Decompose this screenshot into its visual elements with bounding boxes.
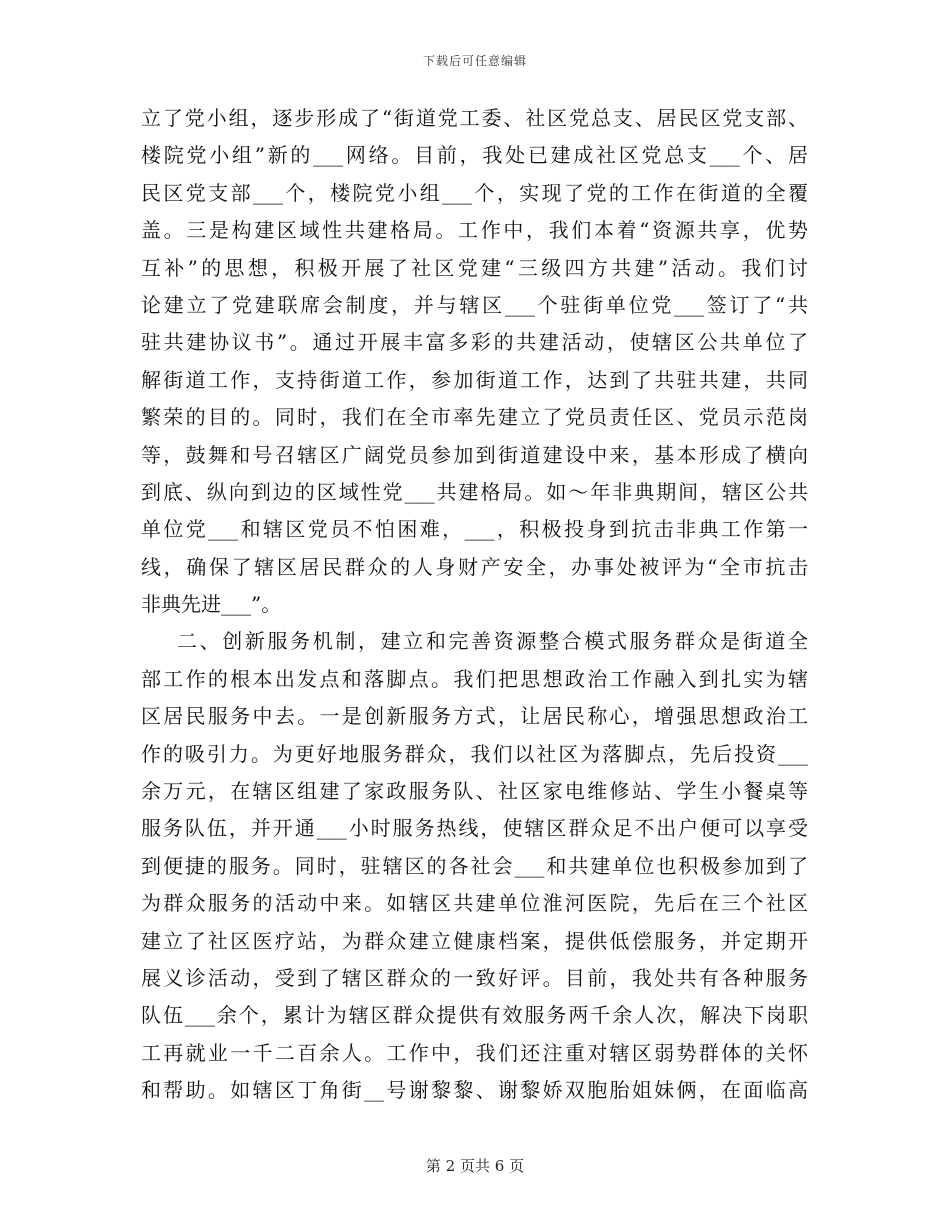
text-line: 区居民服务中去。一是创新服务方式，让居民称心，增强思想政治工 xyxy=(141,704,808,729)
page-header: 下载后可任意编辑 xyxy=(422,54,527,68)
text-line: 作的吸引力。为更好地服务群众，我们以社区为落脚点，先后投资___ xyxy=(141,741,808,766)
text-line: 和帮助。如辖区丁角街__号谢黎黎、谢黎娇双胞胎姐妹俩，在面临高 xyxy=(141,1078,808,1103)
text-line: 到便捷的服务。同时，驻辖区的各社会___和共建单位也积极参加到了 xyxy=(141,853,808,878)
text-line: 部工作的根本出发点和落脚点。我们把思想政治工作融入到扎实为辖 xyxy=(141,666,808,691)
text-line: 民区党支部___个，楼院党小组___个，实现了党的工作在街道的全覆 xyxy=(141,180,808,205)
text-line: 服务队伍，并开通___小时服务热线，使辖区群众足不出户便可以享受 xyxy=(141,816,808,841)
text-line: 立了党小组，逐步形成了“街道党工委、社区党总支、居民区党支部、 xyxy=(141,106,808,130)
text-line: 展义诊活动，受到了辖区群众的一致好评。目前，我处共有各种服务 xyxy=(141,965,808,990)
text-line: 繁荣的目的。同时，我们在全市率先建立了党员责任区、党员示范岗 xyxy=(141,405,808,430)
text-line: 队伍___余个，累计为辖区群众提供有效服务两千余人次，解决下岗职 xyxy=(141,1003,808,1028)
text-line: 等，鼓舞和号召辖区广阔党员参加到街道建设中来，基本形成了横向 xyxy=(141,442,808,467)
text-line: 余万元，在辖区组建了家政服务队、社区家电维修站、学生小餐桌等 xyxy=(141,779,808,804)
text-line: 楼院党小组”新的___网络。目前，我处已建成社区党总支___个、居 xyxy=(141,143,808,168)
text-line: 盖。三是构建区域性共建格局。工作中，我们本着“资源共享，优势 xyxy=(141,218,808,243)
text-line: 单位党___和辖区党员不怕困难，___，积极投身到抗击非典工作第一 xyxy=(141,517,808,542)
text-line: 论建立了党建联席会制度，并与辖区___个驻街单位党___签订了“共 xyxy=(141,292,808,317)
text-line: 非典先进___”。 xyxy=(141,592,282,617)
text-line: 互补”的思想，积极开展了社区党建“三级四方共建”活动。我们讨 xyxy=(141,255,808,280)
text-line: 线，确保了辖区居民群众的人身财产安全，办事处被评为“全市抗击 xyxy=(141,554,808,579)
text-line: 工再就业一千二百余人。工作中，我们还注重对辖区弱势群体的关怀 xyxy=(141,1040,808,1065)
page-footer: 第 2 页共 6 页 xyxy=(425,1157,525,1175)
text-line: 建立了社区医疗站，为群众建立健康档案，提供低偿服务，并定期开 xyxy=(141,928,808,953)
text-line: 为群众服务的活动中来。如辖区共建单位淮河医院，先后在三个社区 xyxy=(141,891,808,916)
text-line: 解街道工作，支持街道工作，参加街道工作，达到了共驻共建，共同 xyxy=(141,367,808,392)
text-line: 二、创新服务机制，建立和完善资源整合模式服务群众是街道全 xyxy=(141,629,808,654)
document-body xyxy=(141,100,808,1110)
text-line: 到底、纵向到边的区域性党___共建格局。如～年非典期间，辖区公共 xyxy=(141,479,808,504)
text-line: 驻共建协议书”。通过开展丰富多彩的共建活动，使辖区公共单位了 xyxy=(141,330,808,355)
